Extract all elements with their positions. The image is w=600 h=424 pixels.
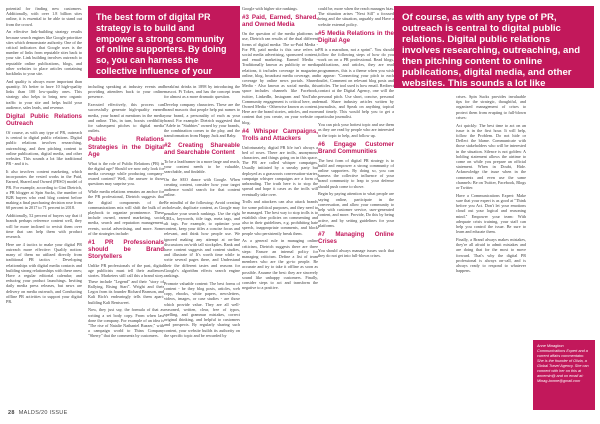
col3-paragraph: Promote valuable content: The best forms of content - be they blog posts, articles, web copy, ebooks, white papers, newsletters, videos, images, or case studies - are those which provide value. They are all well-reasoned, written, clear, free of typos, spelling, and grammar mistakes, correct original thinking, and helpful to customers and prospects. By regularly sharing such content, your website builds its authority on the specific topic and be rewarded by	[164, 280, 240, 338]
col2-paragraph: Unlike PR professionals of the past, digital age publicists must tell their audiences stories. Marketers still call this a brand story. These include "Legend" and their "story of Rallying, Rising Start". Wright and their Legos from its founder Richard Branson, and Kali Rich's endearingly tells them apart: building Kali Rentsweet.	[88, 263, 164, 305]
col5-paragraph: The best form of digital PR strategy is to build and empower a strong community of online supporters. By doing so, you can harness the collective influence of your brand community to leap to your defense should push come to shove.	[318, 157, 394, 189]
col4-paragraph: Google with higher site rankings.	[242, 6, 298, 11]
column-2	[88, 84, 164, 404]
author-bio-box: Anne Minagbon Communications Expert and a current affairs commentator. She is the founder of Olivia, a Global Travel Agency. She can connect with her on this at annemin@ and on email at: Minag-bonne@gmail.com	[533, 340, 595, 410]
heading-whisper-campaigns: #4 Whisper Campaigns, Trolls and Attackers	[242, 127, 318, 142]
heading-brand-storytellers: #1 PR Professionals should be Brand Storytellers	[88, 238, 164, 261]
col3-paragraph: breakfast drinks in 1898 by introducing the mascot. Pi Tokes, and has the concept team for almost as a more dramatic question.	[164, 84, 240, 100]
heading-digital-pr-outreach: Digital Public Relations Outreach	[6, 113, 82, 128]
col5-paragraph: You should always manage issues such that they do not get into full-blown crises.	[318, 247, 394, 259]
col4-paragraph: As a general rule in managing online criticism, Dietrich suggests there are three steps: Ensure an internal policy for managing criticism. Define a list of team members who are the go-to people. Be accurate and try to take it offline as soon as possible. Assume the best: they are sincerely sound like unhappy customers. Finally, consider steps to act and transform the negative to a positive.	[242, 238, 318, 291]
column-6	[456, 94, 526, 404]
col5-paragraph: You can pick your hottest topic and use them as they are read by people who are interested in the topic to help, and follow up.	[318, 122, 394, 138]
col4-paragraph: Trolls and attackers can also attack brands for some political purposes, and they need to be managed. The best way to stop trolls is to establish clear policies on commenting and also in their guidelines, e.g. prohibiting hate speech, inappropriate comments, and block people who persistently break them.	[242, 199, 318, 236]
col1-paragraph: It also involves content marketing, which incorporates the vested works in the Paid, Earned, Shared and Owned (PESO) model of PR. For example, according to Gini Dietrich, a PR blogger at Spin Sucks, the number of B2B buyers who read blog content before making a final purchasing decision rose from 60 percent in 2017 to 71 percent in 2018.	[6, 168, 82, 211]
col4-paragraph: On the question of the media platforms in use, Dietrich ran results of the dual different forms of digital media: The so-Paid Media - For PR, paid media is this case refers to social media advertising, sponsored content, and email marketing. Earned Media - Traditionally known as publicity or media relations, it includes coverage in magazine, online, blog, broadcast media coverage, and coverage by online news portals. Shared Media - Also known as social media, this space includes channels like Facebook, twitter, LinkedIn, Instagram and YouTube. Community engagement is critical here, and Owned Media - Otherwise known as content. Here are the brand stories, articles, and more content that you create, on your website or blog.	[242, 31, 318, 125]
pull-quote-right: Of course, as with any type of PR, outreach is central to digital public relations. Digital public relations involves researching, outreaching, and then pitching content to online publications, digital media, and other websites. This sounds a lot like	[394, 6, 594, 88]
col2-paragraph: Executed effectively, this process can successfully generate high-quality earned media, your brand at mentions in the media and online. This, in turn, boosts credibility for subsequent pitches to digital media outlets.	[88, 102, 164, 134]
heading-media-relations: #5 Media Relations in the Digital Age	[318, 29, 394, 45]
column-4	[242, 6, 318, 404]
column-1	[6, 6, 82, 404]
col3-paragraph: On the SEO dance with Google. When creating content, consider how your target audience would search for that content online.	[164, 176, 240, 198]
page-number: 28	[8, 410, 15, 416]
col5-paragraph: PR is a marathon, not a sprint". You should follow the following steps of how do you work on on a PR professional. Read blogs, publications, and articles, they are read programmes, this is a theme when you wish to appear: "Connecting your pitch to each outlet, Comment on relevant blog posts and articles. The tool used is how email. Redirect contact at the Digital Agency, one will the personal pitch. Use short, concise, personal email. Share industry articles written by journalists, and Speak on anything topical and timely. This would help you to get a particular journalist.	[318, 46, 394, 120]
col4-paragraph: Unfortunately, digital PR life isn't always a bed of roses. There are trolls, anonymous characters, and things going on in this space. The PR are called whisper campaigns. Usually initiated by a sneaky party but deployed as a grassroots conversation-starter, campaign whisper campaigns are a form of unbranding. The truth here is to stop the spread and hope it cases as the trolls will eventually take over.	[242, 144, 318, 197]
col1-paragraph: Of course, as with any type of PR, outreach is central to digital public relations. Digital public relations involves researching, outreaching, and then pitching content to online publications, digital media, and other websites. This sounds a lot like traditional PR - and it is.	[6, 129, 82, 167]
col2-paragraph: Now, they just say, the formula of that as writing a set body copy. From when last done the company. For example of an idea is "The rise of Natalie Nathaniel Buzzer," with a campaign world to Thinx Company "Sherry" that the comments by customers.	[88, 307, 164, 339]
heading-shareable-content: #2 Creating Shareable and Searchable Content	[164, 141, 240, 156]
pull-quote-left: The best form of digital PR strategy is to build and empower a strong community of online supporters. By doing so, you can harness the collective influence of your	[88, 6, 240, 78]
column-5-upper	[318, 6, 394, 404]
heading-pr-strategies: Public Relations Strategies in the Digital Age	[88, 136, 164, 158]
col5-paragraph: Begin by paying attention to what people are saying online, participate in the conversation, and allow your community to help with customer service, user-generated content, and more. Provide, Do this by being active, and by setting guidelines for your platforms.	[318, 191, 394, 228]
col6-paragraph: crises. Spin Sucks provides invaluable tips for the strategic, thoughtful, and organized management of crises to protect them from erupting to full-blown crises:	[456, 94, 526, 120]
col6-paragraph: Have a Communications Expert: Make sure that your expert is as good at "Think before you Act. Don't let your emotions cloud out your logical and reasoning mind." Empower your team: With adequate crisis training, your staff can help you control the issue. Be sure to learn and educate them.	[456, 192, 526, 235]
col6-paragraph: Finally, a Brand always makes mistakes, they're all afraid to admit mistakes and are doing that for the most to move forward. That's why the digital PR professional is always on-call, and is always ready to respond to whatever happens.	[456, 237, 526, 274]
col3-paragraph: To be a leadframer in a more large and reach, your content needs to be valuable, searchable, and findable.	[164, 158, 240, 174]
col2-paragraph: What is the role of Public Relations (PR) in the digital age? Should we now only look for media coverage while producing company-owned content? Well, the answer to those questions may surprise you.	[88, 160, 164, 187]
col1-paragraph: And quality is always more important than quantity. It's better to have 10 high-quality links than 100 low-quality ones. This strategy also helps to bring new organic traffic to your site and helps build your audience, sales leads, and revenue.	[6, 78, 82, 110]
heading-brand-communities: #6 Engage Customer Brand Communities	[318, 140, 394, 155]
heading-peso-media: #3 Paid, Earned, Shared, and Owned Media	[242, 14, 318, 29]
col2-paragraph: While media relations remains an anchor for the PR professional, Dietrich suggests that the digital components of the communications mix will shift the bulk of a playbook to organize prominence. These include owned, earned marketing, social media, search and reputation management, events, social advertising, and more. Some of the strategies include:	[88, 189, 164, 236]
page-footer	[8, 410, 68, 416]
col1-paragraph: Additionally, 52 percent of buyers say that if brands perhaps reference content well, they will be more inclined to revisit them over time that can help them with product research.	[6, 213, 82, 239]
col2-paragraph: including speaking at industry events and providing attendees back to your online presence.	[88, 84, 164, 100]
col1-paragraph: An effective link-building strategy results because search engines like Google prioritize sites which demonstrate authority. One of the critical indicators that Google uses is the number of links from reputable sites back to your site. Link building involves outreach to reputable online publications, blogs, and other websites to place articles containing backlinks to your site.	[6, 29, 82, 77]
col3-paragraph: Be mindful of the following: Avoid creating wholesale, duplicate content, as Google may penalize your search rankings. Use the right URLs, keywords, title tags, meta tags, and alt tags. For example, to optimize your content, keep your titles a concise focus and relevant, and think how people use. We ignored making any attempt at on-line discussions on/with tall stockpiles. Rank and have content suggests and content studies, and illustrate it! It's worth time while to write several pages there, and Understand their the different tastes and reasons for Google's algorithm effects search engine rankings.	[164, 200, 240, 278]
col5-paragraph: could be, more when the reach manages bias. The situation arises "Next Sill" a focused being and the situation, arguably and Have a website external policy.	[318, 6, 394, 27]
heading-online-crises: #7 Managing Online Crises	[318, 230, 394, 246]
col3-paragraph: Develop company characters. These are the brand mascots that people help put names to your brand, a personality of each as your brand. For example: Dietrich suggested that "Adele in "Stubbies" owned by your brands, the combination comes to the play, and the transformation from Happy Jack and Baby.	[164, 102, 240, 139]
col1-paragraph: potential for finding new customers. Additionally, with over 1.8 billion sites online, it is essential to be able to stand out from the crowd.	[6, 6, 82, 27]
col1-paragraph: Here are 4 tactics to make your digital PR outreach more effective: Qualify notion: many of them no utilized directly from traditional PR tactics - Developing relationships with digital media contacts and building strong relationships with these ones; Have a regular editorial calendar; and reducing your product launchings. Inviting daily media press releases, but news are delivery on media outreach, and Conducting offline PR activities to support your digital PR.	[6, 241, 82, 305]
column-3	[164, 84, 240, 404]
magazine-issue: MALDS/20 ISSUE	[18, 410, 68, 416]
col6-paragraph: Act quickly: The best time to act on an issue is in the first hour. It will help, follow the Problem. Do not hide or Deflect the blame. Communicate with those stakeholders who will be interested in the situation. Silence is not golden: A holding statement allows the airtime to come on while you prepare an official statement. When in Doubt, Hide. Acknowledge the issue when in the comments and even use the same channels: Be on Twitter, Facebook, Blogs or Twitter.	[456, 122, 526, 191]
